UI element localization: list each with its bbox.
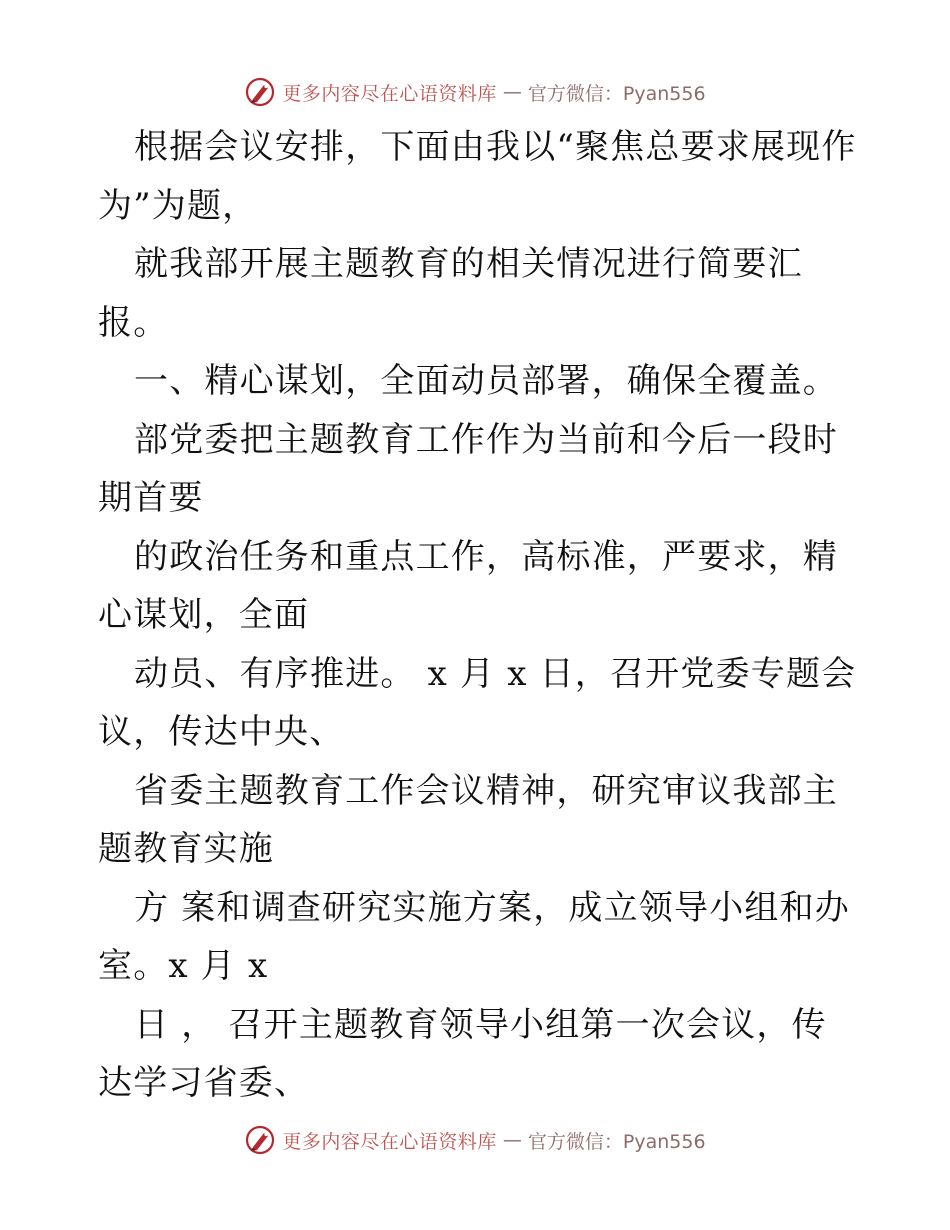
watermark-text: 更多内容尽在心语资料库 — [282, 82, 497, 105]
watermark-wechat: 官方微信：Pyan556 — [527, 1130, 706, 1153]
paragraph: 日 ， 召开主题教育领导小组第一次会议，传达学习省委、 — [98, 1004, 827, 1103]
pen-logo-icon — [244, 1124, 276, 1156]
watermark-wechat: 官方微信：Pyan556 — [527, 82, 706, 105]
paragraph: 部党委把主题教育工作作为当前和今后一段时期首要 — [98, 419, 838, 518]
watermark-separator: — — [502, 1129, 522, 1151]
paragraph: 根据会议安排，下面由我以“聚焦总要求展现作为”为题， — [98, 127, 857, 226]
paragraph: 省委主题教育工作会议精神，研究审议我部主题教育实施 — [98, 770, 838, 869]
paragraph: 动员、有序推进。 x 月 x 日，召开党委专题会议，传达中央、 — [98, 653, 857, 752]
footer-watermark — [0, 1120, 950, 1160]
header-watermark — [0, 72, 950, 112]
paragraph: 方 案和调查研究实施方案，成立领导小组和办室。x 月 x — [98, 887, 851, 986]
document-body — [98, 118, 858, 1113]
watermark-separator: — — [502, 81, 522, 103]
watermark-text: 更多内容尽在心语资料库 — [282, 1130, 497, 1153]
paragraph: 一、精心谋划，全面动员部署，确保全覆盖。 — [134, 361, 838, 401]
paragraph: 就我部开展主题教育的相关情况进行简要汇报。 — [98, 244, 803, 343]
paragraph: 的政治任务和重点工作，高标准，严要求，精心谋划，全面 — [98, 536, 838, 635]
pen-logo-icon — [244, 76, 276, 108]
